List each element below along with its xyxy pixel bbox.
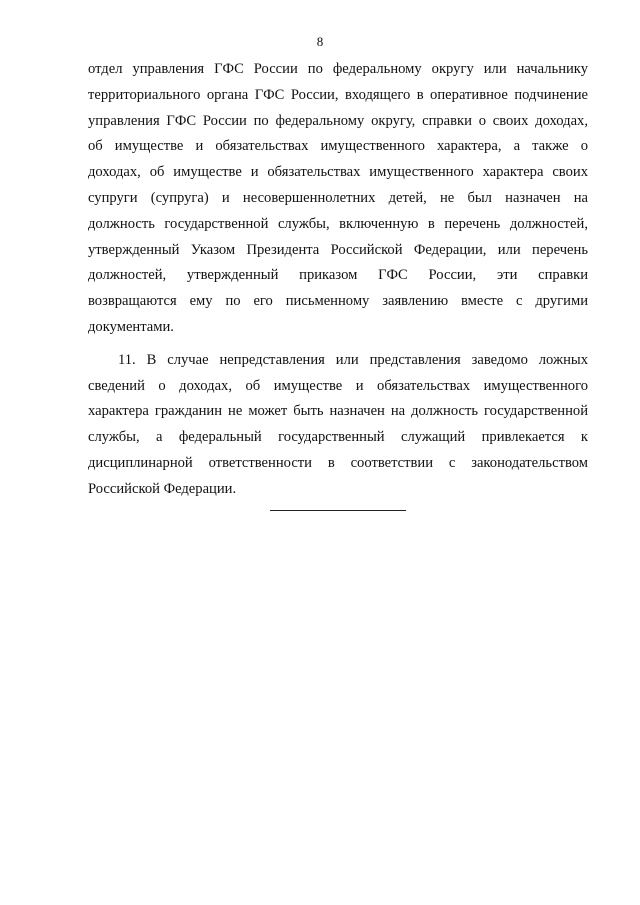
text-line: супруги (супруга) и несовершеннолетних детей, не был назначен на xyxy=(88,189,588,206)
text-line: должность государственной службы, включенную в перечень должностей, xyxy=(88,215,588,232)
text-line: утвержденный Указом Президента Российской Федерации, или перечень xyxy=(88,241,588,258)
document-body xyxy=(88,57,588,503)
text-line: доходах, об имуществе и обязательствах имущественного характера своих xyxy=(88,164,588,181)
text-line: характера гражданин не может быть назначен на должность государственной xyxy=(88,403,588,420)
text-line: должностей, утвержденный приказом ГФС России, эти справки xyxy=(88,267,588,284)
end-of-document-rule xyxy=(270,510,406,511)
paragraph-spacer xyxy=(88,341,588,348)
text-line: возвращаются ему по его письменному заявлению вместе с другими xyxy=(88,293,588,310)
text-line: сведений о доходах, об имуществе и обязательствах имущественного xyxy=(88,377,588,394)
paragraph-item-11 xyxy=(88,348,588,503)
text-line: документами. xyxy=(88,318,174,335)
text-line: управления ГФС России по федеральному округу, справки о своих доходах, xyxy=(88,112,588,129)
paragraph-continuation xyxy=(88,57,588,341)
text-line: территориального органа ГФС России, входящего в оперативное подчинение xyxy=(88,86,588,103)
text-line: об имуществе и обязательствах имущественного характера, а также о xyxy=(88,138,588,155)
text-line: службы, а федеральный государственный служащий привлекается к xyxy=(88,429,588,446)
text-line: отдел управления ГФС России по федеральному округу или начальнику xyxy=(88,61,588,77)
text-line: Российской Федерации. xyxy=(88,480,237,497)
text-line: 11. В случае непредставления или представления заведомо ложных xyxy=(118,351,588,368)
text-line: дисциплинарной ответственности в соответствии с законодательством xyxy=(88,454,588,471)
page-number: 8 xyxy=(316,34,324,49)
